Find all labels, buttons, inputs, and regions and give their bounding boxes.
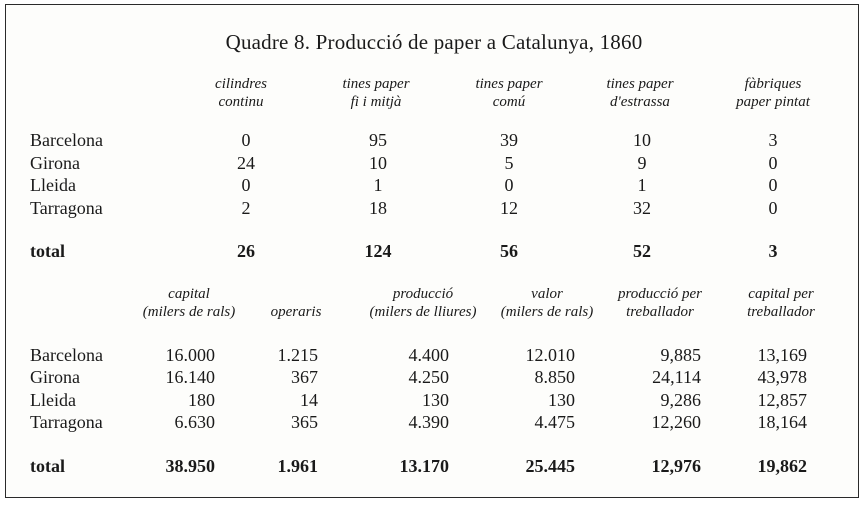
table2-header-3-line-1: (milers de rals)	[500, 304, 594, 320]
table2-header-0-line-1: (milers de rals)	[142, 304, 236, 320]
table2-cell: 24,114	[652, 367, 701, 387]
table2-row-label: Barcelona	[30, 345, 103, 365]
table2-cell: 130	[548, 390, 575, 410]
table2-header-1-line-0: operaris	[270, 304, 322, 320]
table1-total-cell: 3	[768, 241, 778, 261]
table2-cell: 367	[291, 367, 318, 387]
table1-cell: 2	[241, 198, 251, 218]
table1-row-label: Tarragona	[30, 198, 103, 218]
table1-cell: 10	[633, 130, 651, 150]
table1-header-2-line-1: comú	[492, 94, 526, 110]
table2-cell: 180	[188, 390, 215, 410]
table2-cell: 12,857	[757, 390, 807, 410]
table2-cell: 6.630	[174, 412, 215, 432]
table1-cell: 1	[373, 175, 383, 195]
table2-total-cell: 19,862	[757, 456, 807, 476]
table2-cell: 18,164	[757, 412, 807, 432]
table2-header-2-line-0: producció	[392, 286, 454, 302]
table2-total-cell: 13.170	[399, 456, 449, 476]
table2-total-cell: 38.950	[165, 456, 215, 476]
table1-cell: 0	[768, 198, 778, 218]
table1-header-0-line-0: cilindres	[215, 76, 267, 92]
table2-cell: 1.215	[277, 345, 318, 365]
table2-cell: 4.390	[408, 412, 449, 432]
table1-cell: 0	[241, 130, 251, 150]
table1-header-2-line-0: tines paper	[475, 76, 543, 92]
table1-cell: 24	[237, 153, 255, 173]
table1-total-label: total	[30, 241, 65, 261]
table2-cell: 12.010	[525, 345, 575, 365]
table2-header-3-line-0: valor	[531, 286, 563, 302]
table1-row-label: Barcelona	[30, 130, 103, 150]
table2-cell: 8.850	[534, 367, 575, 387]
table1-total-cell: 56	[500, 241, 518, 261]
table1-total-cell: 52	[633, 241, 651, 261]
table1-row-label: Girona	[30, 153, 80, 173]
table2-cell: 4.475	[534, 412, 575, 432]
table2-total-cell: 1.961	[277, 456, 318, 476]
table1-cell: 0	[504, 175, 514, 195]
table2-header-5-line-0: capital per	[748, 286, 814, 302]
table2-cell: 16.140	[165, 367, 215, 387]
table2-row-label: Lleida	[30, 390, 76, 410]
table1-cell: 0	[241, 175, 251, 195]
table2-cell: 4.400	[408, 345, 449, 365]
table1-cell: 32	[633, 198, 651, 218]
table2-cell: 130	[422, 390, 449, 410]
table1-cell: 0	[768, 175, 778, 195]
table1-header-4-line-1: paper pintat	[736, 94, 810, 110]
table1-total-cell: 124	[364, 241, 392, 261]
page-title: Quadre 8. Producció de paper a Catalunya, 1860	[225, 30, 643, 54]
table2-row-label: Girona	[30, 367, 80, 387]
table1-cell: 18	[369, 198, 387, 218]
table1-row-label: Lleida	[30, 175, 76, 195]
table2-header-4-line-1: treballador	[626, 304, 694, 320]
table2-cell: 4.250	[408, 367, 449, 387]
table1-cell: 39	[500, 130, 518, 150]
table2-total-label: total	[30, 456, 65, 476]
table2-cell: 9,885	[660, 345, 701, 365]
table2-row-label: Tarragona	[30, 412, 103, 432]
table2-cell: 13,169	[757, 345, 807, 365]
table2-total-cell: 25.445	[525, 456, 575, 476]
table1-cell: 95	[369, 130, 387, 150]
table2-header-5-line-1: treballador	[747, 304, 815, 320]
table2-cell: 14	[300, 390, 318, 410]
table1-header-1-line-1: fi i mitjà	[350, 94, 402, 110]
table2-header-4-line-0: producció per	[617, 286, 702, 302]
table2-cell: 16.000	[165, 345, 215, 365]
table1-cell: 5	[504, 153, 514, 173]
table1-header-3-line-1: d'estrassa	[610, 94, 670, 110]
table1-cell: 0	[768, 153, 778, 173]
table1-cell: 12	[500, 198, 518, 218]
table1-header-3-line-0: tines paper	[606, 76, 674, 92]
table1-total-cell: 26	[237, 241, 255, 261]
table1-cell: 9	[637, 153, 647, 173]
table2-header-0-line-0: capital	[168, 286, 210, 302]
table2-cell: 43,978	[757, 367, 807, 387]
table1-header-4-line-0: fàbriques	[744, 76, 802, 92]
table1-header-0-line-1: continu	[218, 94, 264, 110]
table2-cell: 12,260	[651, 412, 701, 432]
table1-cell: 3	[768, 130, 778, 150]
table2-header-2-line-1: (milers de lliures)	[369, 304, 477, 320]
table1-cell: 10	[369, 153, 387, 173]
table1-header-1-line-0: tines paper	[342, 76, 410, 92]
table1-cell: 1	[637, 175, 647, 195]
table2-cell: 365	[291, 412, 318, 432]
table2-cell: 9,286	[660, 390, 701, 410]
table2-total-cell: 12,976	[651, 456, 701, 476]
